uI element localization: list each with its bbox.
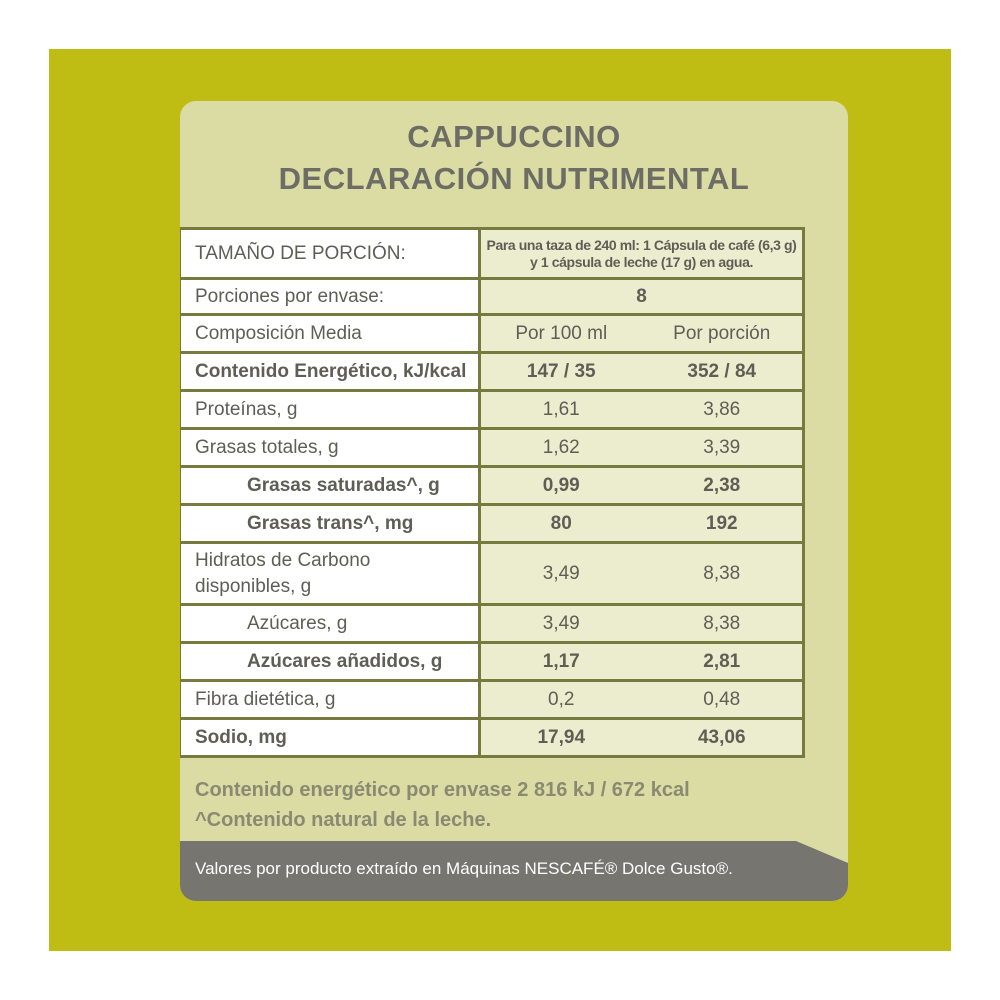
- corner-notch: [796, 841, 848, 863]
- portions-value: 8: [480, 279, 804, 315]
- row-perportion: 0,48: [703, 688, 741, 710]
- row-perportion: 192: [705, 512, 738, 534]
- table-row: [180, 605, 804, 643]
- row-label: Contenido Energético, kJ/kcal: [180, 353, 480, 391]
- row-label: Grasas totales, g: [180, 429, 480, 467]
- row-label: Fibra dietética, g: [180, 681, 480, 719]
- row-perportion: 43,06: [697, 726, 746, 748]
- outer-frame: [49, 49, 951, 951]
- table-row: [180, 391, 804, 429]
- table-row: [180, 467, 804, 505]
- row-perportion: 8,38: [703, 612, 741, 634]
- row-perportion: 352 / 84: [687, 360, 757, 382]
- row-per100: 3,49: [542, 612, 580, 634]
- row-label: Grasas saturadas^, g: [180, 467, 480, 505]
- energy-per-package-note: Contenido energético por envase 2 816 kJ / 672 kcal: [195, 779, 690, 801]
- row-label: Azúcares añadidos, g: [180, 643, 480, 681]
- row-per100: 3,49: [542, 562, 580, 584]
- row-per100: 17,94: [537, 726, 586, 748]
- natural-content-note: ^Contenido natural de la leche.: [195, 809, 492, 831]
- column-header-row: [180, 315, 804, 353]
- nutrition-panel: [180, 101, 848, 901]
- row-per100: 1,62: [542, 436, 580, 458]
- row-perportion: 2,81: [703, 650, 741, 672]
- row-perportion: 3,39: [703, 436, 741, 458]
- row-per100: 1,61: [542, 398, 580, 420]
- table-row: [180, 643, 804, 681]
- table-row: [180, 505, 804, 543]
- row-label-line1: Hidratos de Carbono: [195, 549, 371, 571]
- product-title: CAPPUCCINO: [407, 119, 621, 154]
- row-perportion: 3,86: [703, 398, 741, 420]
- table-row: [180, 543, 804, 605]
- declaration-title: DECLARACIÓN NUTRIMENTAL: [278, 161, 750, 196]
- row-perportion: 2,38: [703, 474, 741, 496]
- table-row: [180, 719, 804, 757]
- machine-values-note: Valores por producto extraído en Máquinas NESCAFÉ® Dolce Gusto®.: [195, 859, 733, 878]
- row-per100: 1,17: [542, 650, 580, 672]
- row-label: Grasas trans^, mg: [180, 505, 480, 543]
- per100-header: Por 100 ml: [515, 322, 608, 344]
- row-label-line2: disponibles, g: [195, 575, 312, 597]
- composition-label: Composición Media: [180, 315, 480, 353]
- perportion-header: Por porción: [673, 322, 771, 344]
- bottom-bar: [180, 841, 848, 901]
- row-per100: 147 / 35: [526, 360, 596, 382]
- row-label: Proteínas, g: [180, 391, 480, 429]
- row-per100: 0,2: [548, 688, 575, 710]
- row-per100: 0,99: [542, 474, 580, 496]
- row-label: [180, 543, 480, 605]
- serving-line2: y 1 cápsula de leche (17 g) en agua.: [530, 253, 753, 270]
- nutrition-table: [180, 227, 805, 758]
- table-row: [180, 353, 804, 391]
- row-per100: 80: [550, 512, 572, 534]
- portions-label: Porciones por envase:: [180, 279, 480, 315]
- serving-value: [480, 229, 804, 279]
- row-label: Azúcares, g: [180, 605, 480, 643]
- table-row: [180, 681, 804, 719]
- table-row: [180, 429, 804, 467]
- row-label: Sodio, mg: [180, 719, 480, 757]
- serving-label: TAMAÑO DE PORCIÓN:: [180, 229, 480, 279]
- row-perportion: 8,38: [703, 562, 741, 584]
- serving-line1: Para una taza de 240 ml: 1 Cápsula de café (6,3 g): [486, 236, 797, 253]
- portions-row: [180, 279, 804, 315]
- serving-row: [180, 229, 804, 279]
